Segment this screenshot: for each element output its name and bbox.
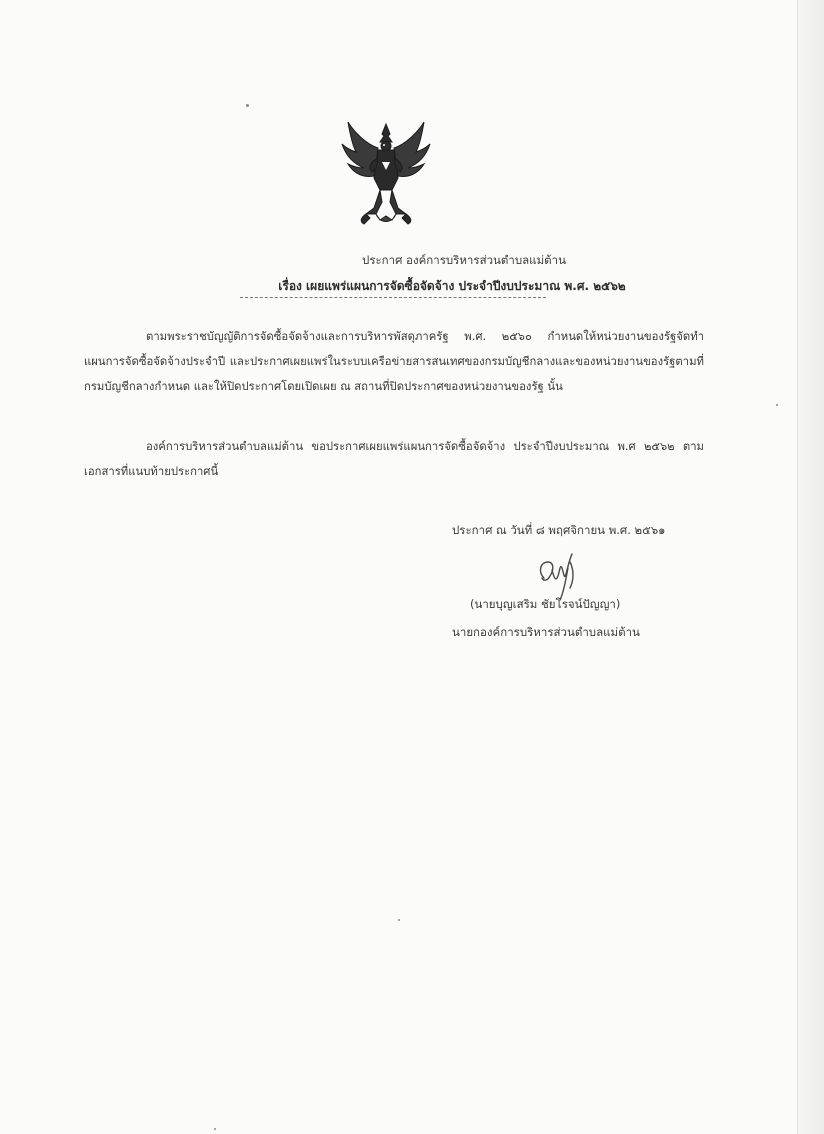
body-paragraph-1: ตามพระราชบัญญัติการจัดซื้อจัดจ้างและการบริหารพัสดุภาครัฐ พ.ศ. ๒๕๖๐ กำหนดให้หน่วยงานของรัฐจัดทำแผนการจัดซื้อจัดจ้างประจำปี และประกาศเผยแพร่ในระบบเครือข่ายสารสนเทศของกรมบัญชีกลางและของหน่วยงานของรัฐตามที่กรมบัญชีกลางกำหนด และให้ปิดประกาศโดยเปิดเผย ณ สถานที่ปิดประกาศของหน่วยงานของรัฐ นั้น	[84, 330, 704, 393]
garuda-emblem-icon	[340, 118, 432, 228]
announcement-header: ประกาศ องค์การบริหารส่วนตำบลแม่ต้าน	[362, 253, 566, 267]
scan-speck	[776, 404, 778, 406]
signer-title: นายกองค์การบริหารส่วนตำบลแม่ต้าน	[452, 625, 640, 639]
subject-line: เรื่อง เผยแพร่แผนการจัดซื้อจัดจ้าง ประจำปีงบประมาณ พ.ศ. ๒๕๖๒	[278, 279, 626, 293]
scan-speck	[246, 104, 249, 107]
subject-underline	[240, 297, 546, 298]
scan-speck	[398, 919, 400, 921]
date-line: ประกาศ ณ วันที่ ๘ พฤศจิกายน พ.ศ. ๒๕๖๑	[452, 523, 666, 537]
signer-name: (นายบุญเสริม ชัยโรจน์ปัญญา)	[470, 597, 621, 611]
scan-speck	[214, 1128, 216, 1130]
page-edge	[797, 0, 824, 1134]
body-paragraph-2: องค์การบริหารส่วนตำบลแม่ต้าน ขอประกาศเผยแพร่แผนการจัดซื้อจัดจ้าง ประจำปีงบประมาณ พ.ศ ๒๕๖๒ ตามเอกสารที่แนบท้ายประกาศนี้	[84, 440, 704, 478]
